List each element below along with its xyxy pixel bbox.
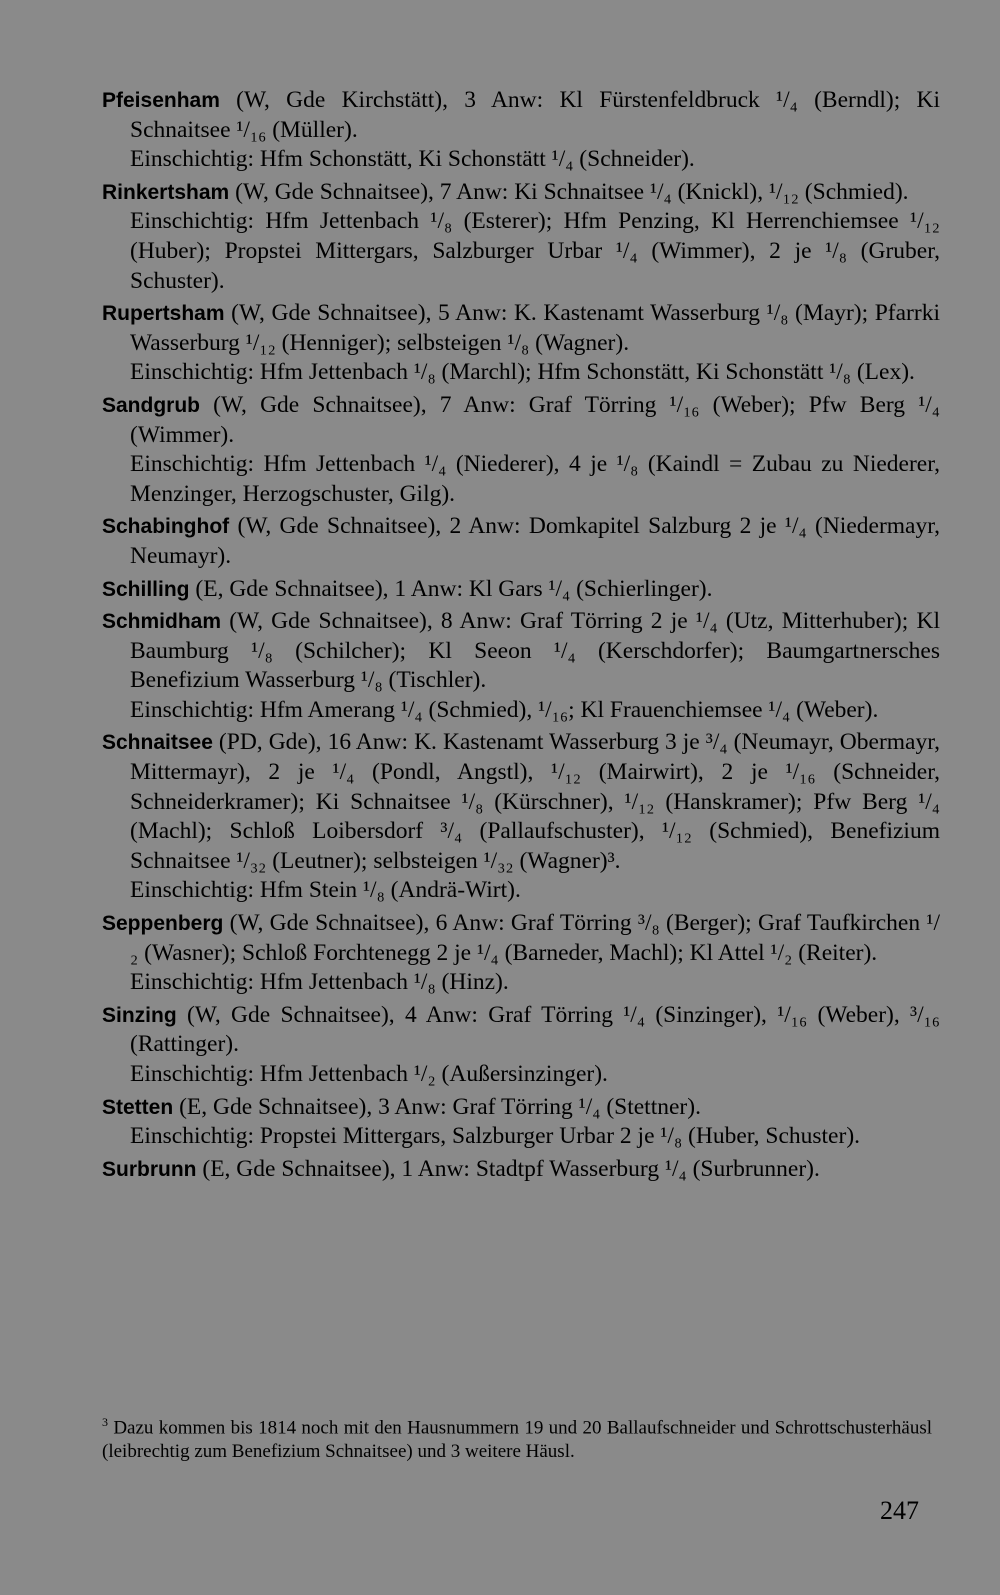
entry-name: Schmidham xyxy=(102,610,222,634)
entry-name: Pfeisenham xyxy=(102,89,220,112)
entry-name: Sandgrub xyxy=(102,393,200,417)
footnote xyxy=(102,1411,932,1463)
entry-sub: Einschichtig: Hfm Amerang ¹/₄ (Schmied), ¹/₁₆; Kl Frauenchiemsee ¹/₄ (Weber). xyxy=(130,696,879,723)
entry-schnaitsee xyxy=(102,728,940,906)
entry-schabinghof xyxy=(102,512,940,571)
entry-sub: Einschichtig: Hfm Schonstätt, Ki Schonstätt ¹/₄ (Schneider). xyxy=(130,146,695,173)
entry-sinzing xyxy=(102,1001,940,1090)
entry-seppenberg xyxy=(102,909,940,998)
entry-sub: Einschichtig: Hfm Jettenbach ¹/₈ (Esterer); Hfm Penzing, Kl Herrenchiemsee ¹/₁₂ (Huber); Propstei Mittergars, Salzburger Urbar ¹/₄ (Wimmer), 2 je ¹/₈ (Gruber, Schuster). xyxy=(130,208,940,294)
entry-text: (E, Gde Schnaitsee), 1 Anw: Stadtpf Wasserburg ¹/₄ (Surbrunner). xyxy=(196,1155,820,1182)
entry-name: Schabinghof xyxy=(102,515,230,539)
entry-schmidham xyxy=(102,607,940,725)
entry-text: (E, Gde Schnaitsee), 1 Anw: Kl Gars ¹/₄ (Schierlinger). xyxy=(189,575,713,602)
entry-name: Rupertsham xyxy=(102,302,225,326)
entry-name: Seppenberg xyxy=(102,912,224,936)
entry-sub: Einschichtig: Hfm Jettenbach ¹/₈ (Hinz). xyxy=(130,969,509,996)
entry-rinkertsham xyxy=(102,178,940,296)
page-body xyxy=(102,86,940,1187)
entry-surbrunn xyxy=(102,1155,940,1185)
entry-sub: Einschichtig: Hfm Stein ¹/₈ (Andrä-Wirt). xyxy=(130,877,521,904)
page-number: 247 xyxy=(880,1496,919,1525)
entry-name: Stetten xyxy=(102,1095,174,1119)
entry-text: (W, Gde Schnaitsee), 6 Anw: Graf Törring ³/₈ (Berger); Graf Taufkirchen ¹/₂ (Wasner); Schloß Forchtenegg 2 je ¹/₄ (Barneder, Machl); Kl Attel ¹/₂ (Reiter). xyxy=(130,910,940,966)
footnote-text: Dazu kommen bis 1814 noch mit den Hausnummern 19 und 20 Ballaufschneider und Schrottschusterhäusl (leibrechtig zum Benefizium Schnaitsee) und 3 weitere Häusl. xyxy=(102,1417,932,1462)
entry-text: (E, Gde Schnaitsee), 3 Anw: Graf Törring ¹/₄ (Stettner). xyxy=(173,1093,701,1120)
entry-name: Sinzing xyxy=(102,1003,177,1027)
entry-rupertsham xyxy=(102,299,940,388)
entry-sub: Einschichtig: Hfm Jettenbach ¹/₄ (Niederer), 4 je ¹/₈ (Kaindl = Zubau zu Niederer, Menzinger, Herzogschuster, Gilg). xyxy=(130,451,940,507)
entry-name: Schilling xyxy=(102,577,190,601)
entry-text: (W, Gde Schnaitsee), 8 Anw: Graf Törring 2 je ¹/₄ (Utz, Mitterhuber); Kl Baumburg ¹/₈ (Schilcher); Kl Seeon ¹/₄ (Kerschdorfer); Baumgartnersches Benefizium Wasserburg ¹/₈ (Tischler). xyxy=(130,608,940,694)
entry-text: (W, Gde Schnaitsee), 2 Anw: Domkapitel Salzburg 2 je ¹/₄ (Niedermayr, Neumayr). xyxy=(130,513,940,569)
entry-sandgrub xyxy=(102,391,940,509)
entry-sub: Einschichtig: Hfm Jettenbach ¹/₂ (Außersinzinger). xyxy=(130,1061,608,1087)
entry-name: Surbrunn xyxy=(102,1157,197,1181)
entry-text: (W, Gde Schnaitsee), 7 Anw: Graf Törring ¹/₁₆ (Weber); Pfw Berg ¹/₄ (Wimmer). xyxy=(130,391,940,448)
entry-name: Schnaitsee xyxy=(102,731,213,755)
footnote-mark: 3 xyxy=(102,1415,108,1429)
entry-text: (W, Gde Schnaitsee), 4 Anw: Graf Törring ¹/₄ (Sinzinger), ¹/₁₆ (Weber), ³/₁₆ (Rattinger). xyxy=(130,1001,940,1058)
entry-sub: Einschichtig: Propstei Mittergars, Salzburger Urbar 2 je ¹/₈ (Huber, Schuster). xyxy=(130,1123,861,1150)
entry-text: (W, Gde Schnaitsee), 5 Anw: K. Kastenamt Wasserburg ¹/₈ (Mayr); Pfarrki Wasserburg ¹/₁₂ (Henniger); selbsteigen ¹/₈ (Wagner). xyxy=(130,300,940,356)
entry-text: (W, Gde Schnaitsee), 7 Anw: Ki Schnaitsee ¹/₄ (Knickl), ¹/₁₂ (Schmied). xyxy=(229,178,909,205)
entry-text: (W, Gde Kirchstätt), 3 Anw: Kl Fürstenfeldbruck ¹/₄ (Berndl); Ki Schnaitsee ¹/₁₆ (Müller). xyxy=(130,87,940,143)
entry-stetten xyxy=(102,1093,940,1152)
entry-schilling xyxy=(102,575,940,605)
entry-text: (PD, Gde), 16 Anw: K. Kastenamt Wasserburg 3 je ³/₄ (Neumayr, Obermayr, Mittermayr), 2 je ¹/₄ (Pondl, Angstl), ¹/₁₂ (Mairwirt), 2 je ¹/₁₆ (Schneider, Schneiderkramer); Ki Schnaitsee ¹/₈ (Kürschner), ¹/₁₂ (Hanskramer); Pfw Berg ¹/₄ (Machl); Schloß Loibersdorf ³/₄ (Pallaufschuster), ¹/₁₂ (Schmied), Benefizium Schnaitsee ¹/₃₂ (Leutner); selbsteigen ¹/₃₂ (Wagner)³. xyxy=(130,729,940,874)
entry-sub: Einschichtig: Hfm Jettenbach ¹/₈ (Marchl); Hfm Schonstätt, Ki Schonstätt ¹/₈ (Lex). xyxy=(130,359,915,386)
entry-name: Rinkertsham xyxy=(102,180,230,204)
entry-pfeisenham xyxy=(102,86,940,175)
